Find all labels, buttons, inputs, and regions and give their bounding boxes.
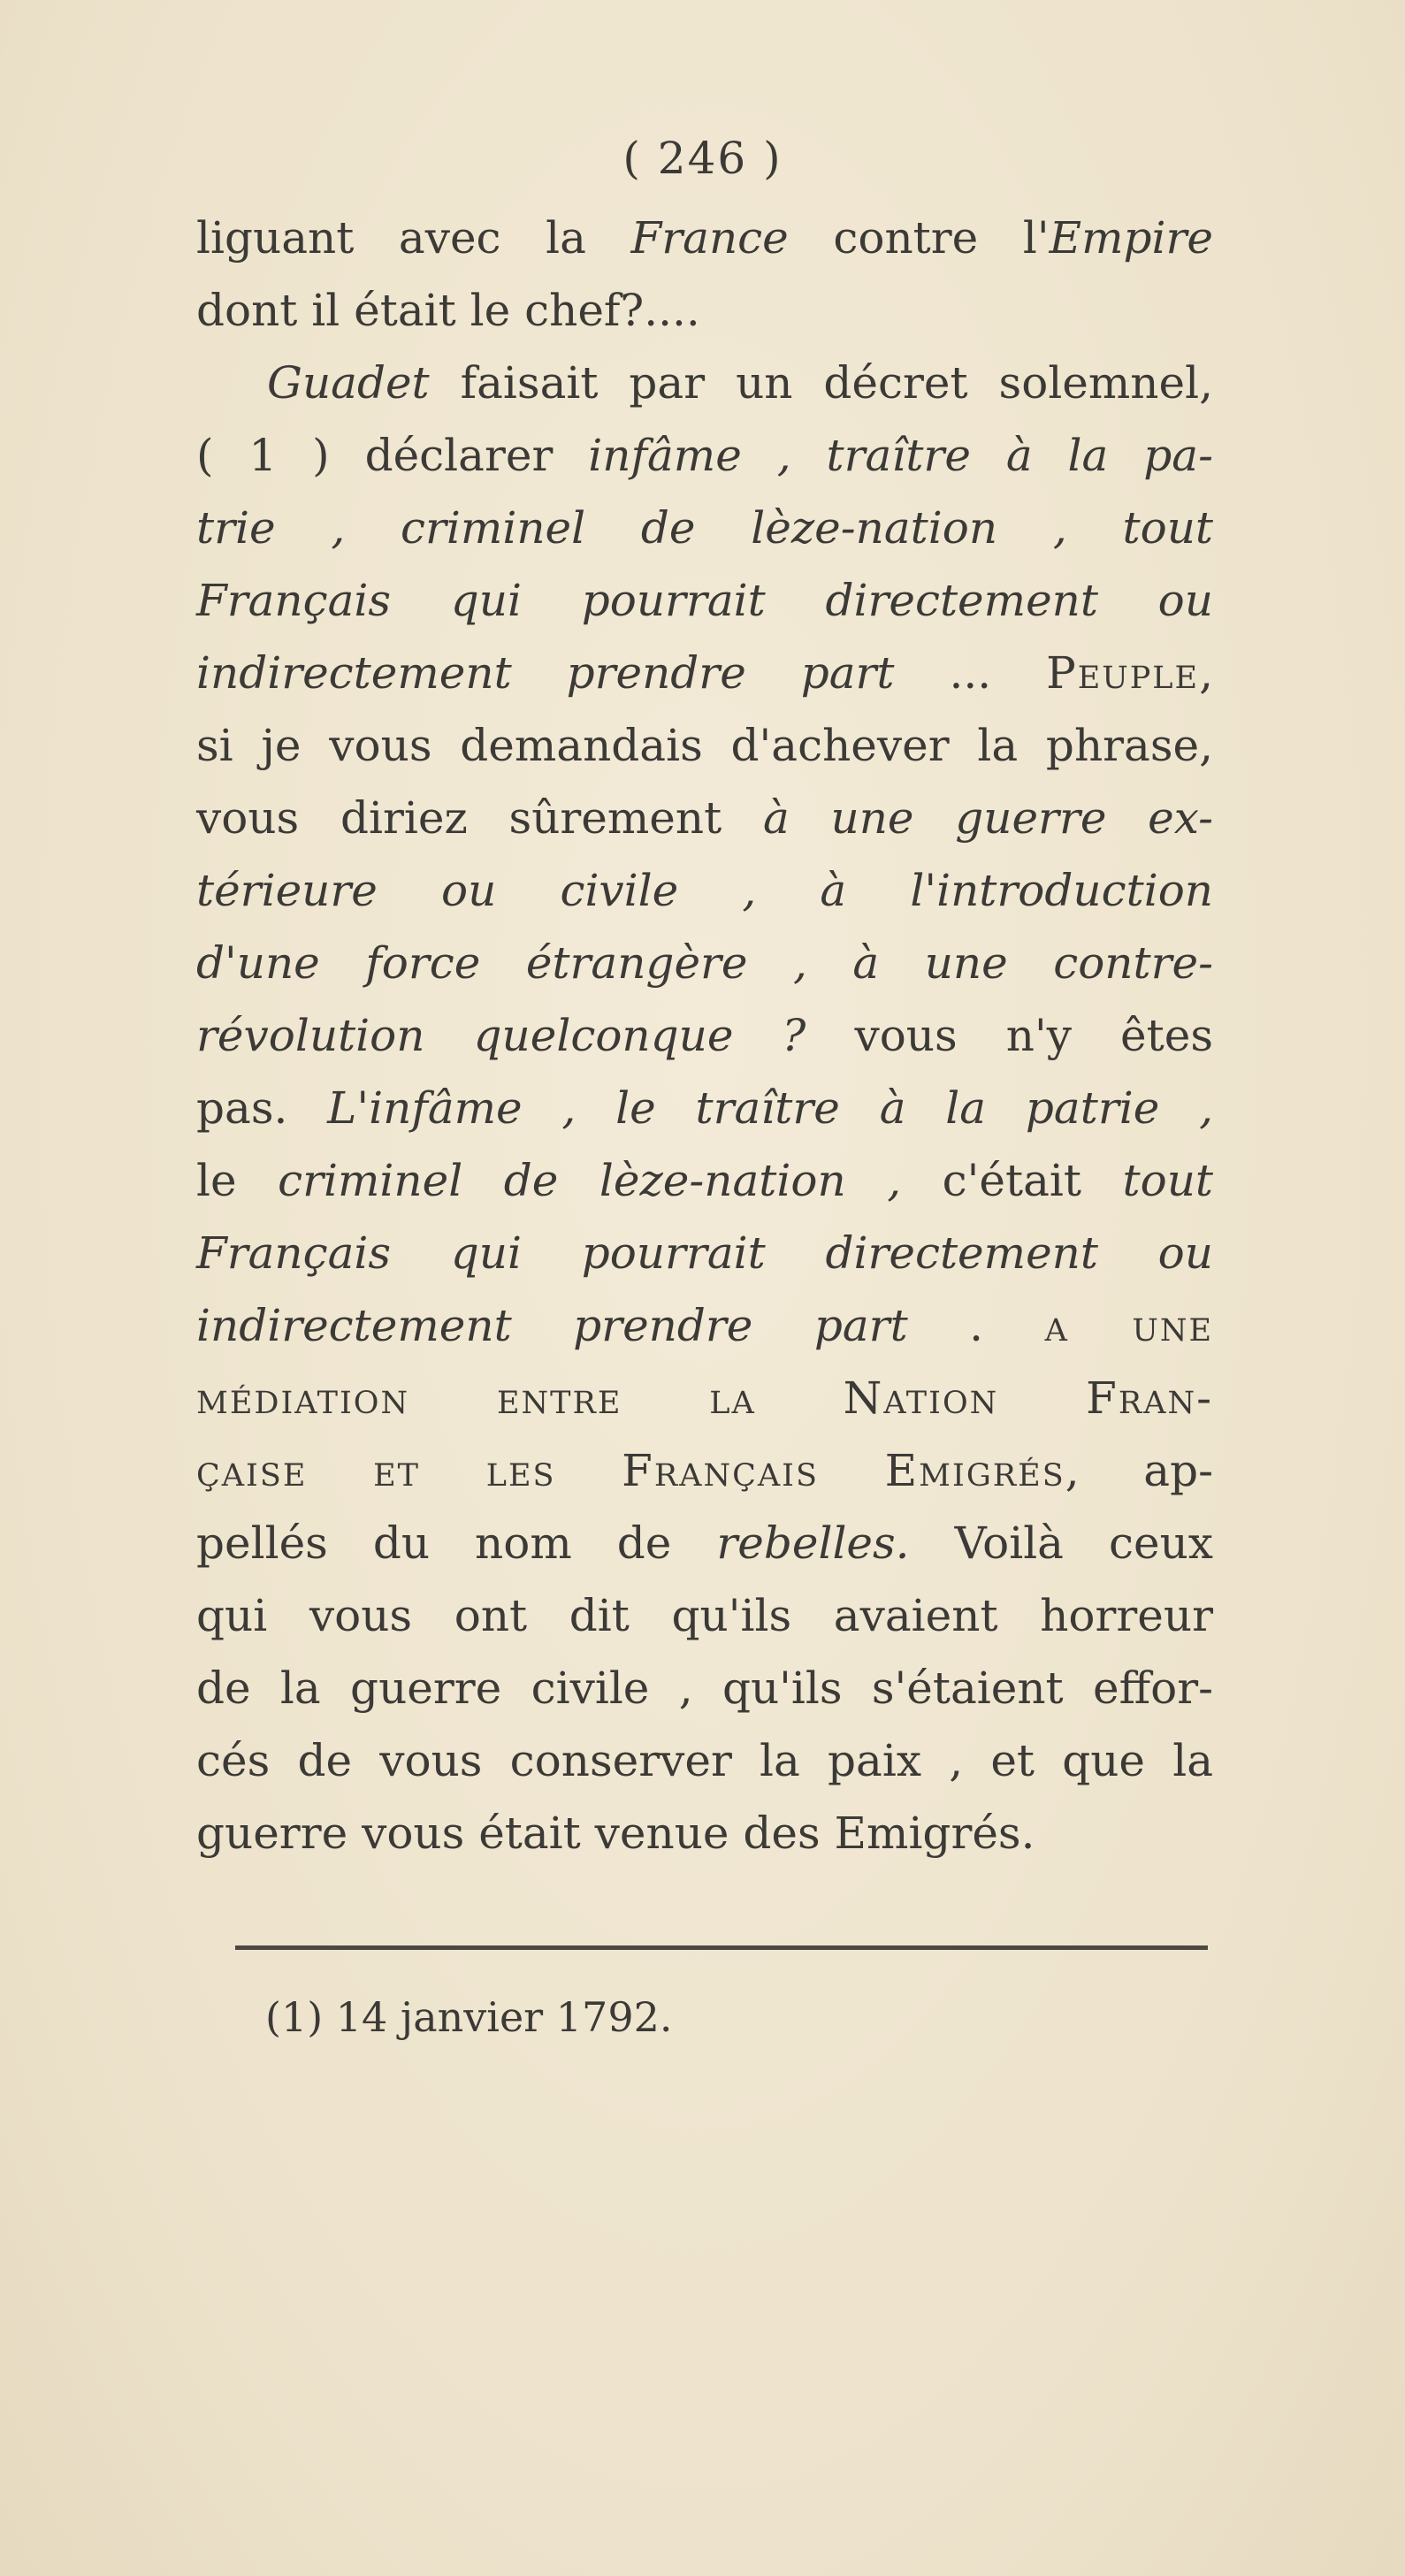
text-line [196,782,1213,854]
small-caps-text: çaise et les Français Emigrés [196,1445,1065,1496]
text-run: Voilà ceux [909,1517,1213,1569]
italic-text: France [630,212,789,264]
text-run: contre l' [788,212,1050,264]
text-line [196,492,1213,564]
footnote-rule [235,1945,1208,1950]
text-run: ( 1 ) déclarer [196,430,589,481]
small-caps-text: a une [1044,1300,1214,1351]
text-run: de la guerre civile , qu'ils s'étaient effor- [196,1663,1213,1714]
text-run: dont il était le chef?.... [196,285,700,336]
text-line [196,1507,1213,1579]
text-run: pas. [196,1082,328,1134]
page-number: ( 246 ) [622,133,783,184]
text-run: guerre vous était venue des Emigrés. [196,1808,1035,1859]
text-line [196,1579,1213,1652]
italic-text: infâme , traître à la pa- [588,430,1213,481]
text-run: cés de vous conserver la paix , et que la [196,1735,1213,1786]
text-line [196,202,1213,274]
italic-text: Empire [1049,212,1213,264]
italic-text: L'infâme , le traître à la patrie , [327,1082,1213,1134]
text-run: liguant avec la [196,212,631,264]
body-text [196,202,1213,1869]
text-line [196,1652,1213,1724]
italic-text: d'une force étrangère , à une contre- [196,937,1213,989]
text-run: , ap- [1065,1445,1213,1496]
text-line [196,637,1213,709]
italic-text: à une guerre ex- [762,792,1213,844]
text-line [196,564,1213,637]
text-line [196,1724,1213,1797]
italic-text: criminel de lèze-nation , [278,1155,902,1206]
text-line [196,1797,1213,1869]
text-run: ... [894,647,1047,699]
italic-text: térieure ou civile , à l'introduction [196,865,1213,916]
text-line [196,999,1213,1072]
text-run: pellés du nom de [196,1517,717,1569]
text-run: vous diriez sûrement [196,792,763,844]
text-line [196,347,1213,419]
text-run: si je vous demandais d'achever la phrase, [196,720,1213,771]
small-caps-text: Peuple [1046,647,1200,699]
italic-text: rebelles. [716,1517,910,1569]
text-line [196,1289,1213,1362]
text-line [196,1434,1213,1507]
text-line [196,274,1213,347]
italic-text: Français qui pourrait directement ou [196,1227,1213,1279]
italic-text: indirectement prendre part [196,1300,908,1351]
footnote: (1) 14 janvier 1792. [265,1993,673,2041]
italic-text: indirectement prendre part [196,647,895,699]
small-caps-text: médiation entre la Nation Fran- [196,1372,1213,1424]
text-run: , [1199,647,1213,699]
text-run: vous n'y êtes [806,1010,1213,1061]
italic-text: trie , criminel de lèze-nation , tout [196,502,1213,554]
text-line [196,709,1213,782]
text-run: qui vous ont dit qu'ils avaient horreur [196,1590,1213,1641]
text-line [196,854,1213,927]
italic-text: Français qui pourrait directement ou [196,575,1213,626]
text-run: faisait par un décret solemnel, [429,357,1213,409]
text-run: c'était [901,1155,1123,1206]
text-line [196,927,1213,999]
text-line [196,1362,1213,1434]
italic-text: révolution quelconque ? [196,1010,806,1061]
text-run: . [907,1300,1045,1351]
text-run: le [196,1155,279,1206]
italic-text: Guadet [267,357,430,409]
italic-text: tout [1122,1155,1213,1206]
text-line [196,419,1213,492]
text-line [196,1144,1213,1217]
text-line [196,1217,1213,1289]
text-line [196,1072,1213,1144]
